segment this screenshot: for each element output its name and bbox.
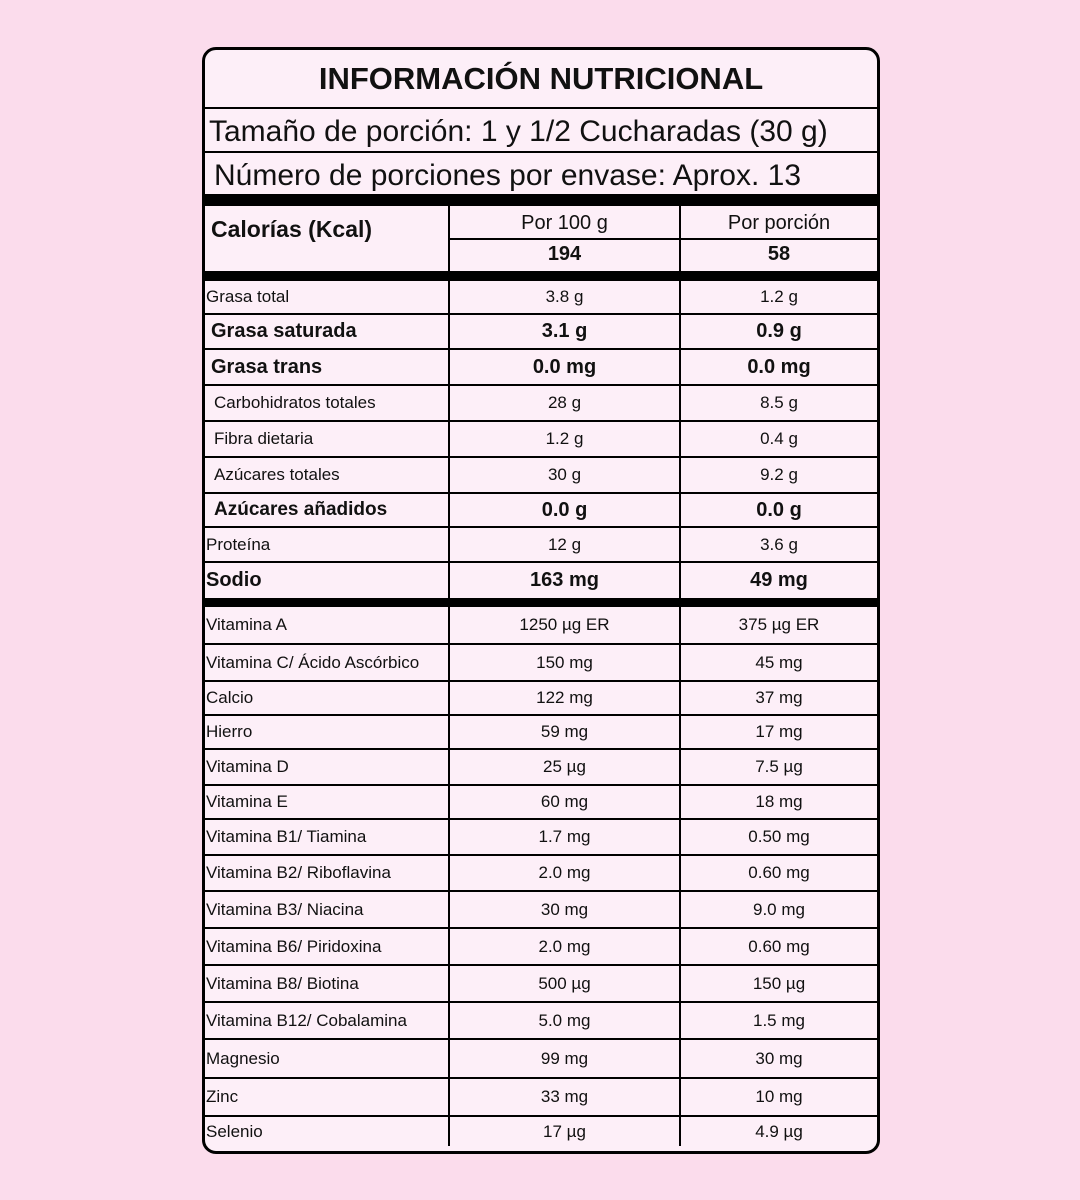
value-per-100g: 3.8 g [545, 287, 584, 306]
nutrient-name: Vitamina D [206, 757, 289, 776]
nutrient-row [205, 966, 877, 1003]
nutrient-name: Magnesio [206, 1048, 280, 1068]
nutrient-name: Carbohidratos totales [214, 393, 376, 412]
nutrition-facts-label [202, 47, 880, 1154]
nutrient-name: Sodio [206, 569, 262, 591]
column-header-per-100g: Por 100 g [521, 212, 608, 234]
nutrient-row [205, 607, 877, 645]
value-per-100g: 2.0 mg [538, 863, 591, 882]
value-per-serving: 4.9 µg [755, 1121, 803, 1141]
value-per-serving: 18 mg [755, 792, 803, 811]
divider [450, 238, 877, 240]
calories-per-serving: 58 [767, 243, 791, 265]
nutrient-row [205, 1040, 877, 1079]
nutrient-row [205, 528, 877, 563]
value-per-serving: 0.50 mg [748, 827, 810, 846]
value-per-100g: 150 mg [536, 652, 593, 672]
nutrient-name: Selenio [206, 1121, 263, 1141]
nutrient-row [205, 386, 877, 422]
value-per-serving: 150 µg [752, 973, 806, 993]
nutrient-name: Zinc [206, 1087, 239, 1106]
value-per-100g: 5.0 mg [538, 1010, 591, 1030]
value-per-100g: 500 µg [538, 973, 591, 993]
value-per-serving: 49 mg [750, 569, 808, 591]
value-per-100g: 1250 µg ER [519, 615, 610, 634]
thick-divider [205, 194, 877, 206]
value-per-100g: 33 mg [540, 1087, 589, 1106]
nutrient-name: Grasa total [206, 287, 290, 306]
nutrient-name: Azúcares añadidos [214, 499, 388, 520]
nutrient-name: Fibra dietaria [214, 429, 314, 448]
value-per-100g: 17 µg [543, 1121, 586, 1141]
nutrient-row [205, 494, 877, 528]
value-per-serving: 0.60 mg [748, 936, 810, 956]
value-per-serving: 30 mg [755, 1048, 803, 1068]
value-per-100g: 30 g [547, 465, 582, 484]
column-divider [679, 206, 681, 1146]
nutrient-name: Proteína [206, 534, 271, 554]
value-per-serving: 45 mg [755, 652, 803, 672]
value-per-serving: 0.0 mg [747, 355, 811, 378]
value-per-serving: 17 mg [755, 722, 803, 741]
nutrient-name: Vitamina B3/ Niacina [206, 899, 364, 919]
calories-label: Calorías (Kcal) [211, 216, 373, 242]
value-per-serving: 0.9 g [756, 320, 802, 342]
value-per-100g: 163 mg [530, 569, 599, 591]
value-per-100g: 99 mg [540, 1048, 589, 1068]
nutrient-row [205, 1003, 877, 1040]
nutrient-name: Grasa trans [211, 355, 323, 378]
column-header-per-serving: Por porción [727, 212, 831, 234]
serving-size: Tamaño de porción: 1 y 1/2 Cucharadas (30 g) [205, 107, 877, 151]
nutrient-row [205, 315, 877, 350]
nutrient-row [205, 856, 877, 892]
nutrient-row [205, 645, 877, 682]
value-per-serving: 9.0 mg [753, 899, 805, 919]
value-per-100g: 122 mg [536, 688, 593, 707]
value-per-100g: 12 g [547, 534, 582, 554]
nutrient-row [205, 750, 877, 786]
nutrient-name: Vitamina E [206, 792, 288, 811]
value-per-serving: 9.2 g [760, 465, 798, 484]
nutrient-name: Calcio [206, 688, 254, 707]
value-per-100g: 0.0 mg [532, 355, 597, 378]
nutrient-name: Vitamina B12/ Cobalamina [206, 1010, 407, 1030]
nutrient-name: Grasa saturada [211, 320, 357, 342]
calories-per-100g: 194 [547, 243, 582, 265]
nutrient-row [205, 563, 877, 598]
value-per-serving: 8.5 g [760, 393, 798, 412]
value-per-100g: 30 mg [540, 899, 589, 919]
value-per-serving: 0.0 g [756, 498, 802, 521]
nutrient-row [205, 929, 877, 966]
column-divider [448, 206, 450, 1146]
value-per-serving: 37 mg [755, 688, 803, 707]
value-per-serving: 0.4 g [760, 429, 798, 448]
value-per-serving: 375 µg ER [738, 615, 820, 634]
nutrient-name: Vitamina B2/ Riboflavina [206, 863, 391, 882]
servings-per-container: Número de porciones por envase: Aprox. 13 [205, 151, 877, 194]
value-per-100g: 0.0 g [541, 498, 588, 521]
nutrient-row [205, 716, 877, 750]
nutrient-name: Vitamina B6/ Piridoxina [206, 936, 382, 956]
nutrient-row [205, 350, 877, 386]
value-per-serving: 3.6 g [760, 534, 798, 554]
nutrient-row [205, 422, 877, 458]
nutrient-row [205, 1117, 877, 1146]
nutrient-row [205, 892, 877, 929]
value-per-100g: 60 mg [540, 792, 589, 811]
nutrient-name: Vitamina B8/ Biotina [206, 973, 359, 993]
value-per-serving: 10 mg [755, 1087, 803, 1106]
nutrient-name: Vitamina C/ Ácido Ascórbico [206, 652, 420, 672]
value-per-serving: 7.5 µg [755, 757, 803, 776]
nutrient-name: Hierro [206, 722, 253, 741]
value-per-serving: 0.60 mg [748, 863, 810, 882]
thick-divider [205, 271, 877, 281]
label-title: INFORMACIÓN NUTRICIONAL [318, 61, 764, 96]
value-per-serving: 1.5 mg [753, 1010, 805, 1030]
nutrient-name: Vitamina A [206, 615, 287, 634]
nutrient-name: Vitamina B1/ Tiamina [206, 827, 367, 846]
value-per-100g: 59 mg [540, 722, 589, 741]
nutrient-row [205, 786, 877, 820]
value-per-100g: 1.7 mg [538, 827, 591, 846]
nutrient-row [205, 458, 877, 494]
nutrient-row [205, 682, 877, 716]
thick-divider [205, 598, 877, 607]
nutrient-name: Azúcares totales [214, 465, 340, 484]
value-per-100g: 25 µg [543, 757, 586, 776]
value-per-100g: 2.0 mg [538, 936, 591, 956]
value-per-100g: 3.1 g [541, 320, 588, 342]
nutrient-row [205, 820, 877, 856]
value-per-serving: 1.2 g [760, 287, 798, 306]
value-per-100g: 1.2 g [545, 429, 584, 448]
value-per-100g: 28 g [547, 393, 582, 412]
nutrient-row [205, 1079, 877, 1117]
nutrient-row [205, 281, 877, 315]
